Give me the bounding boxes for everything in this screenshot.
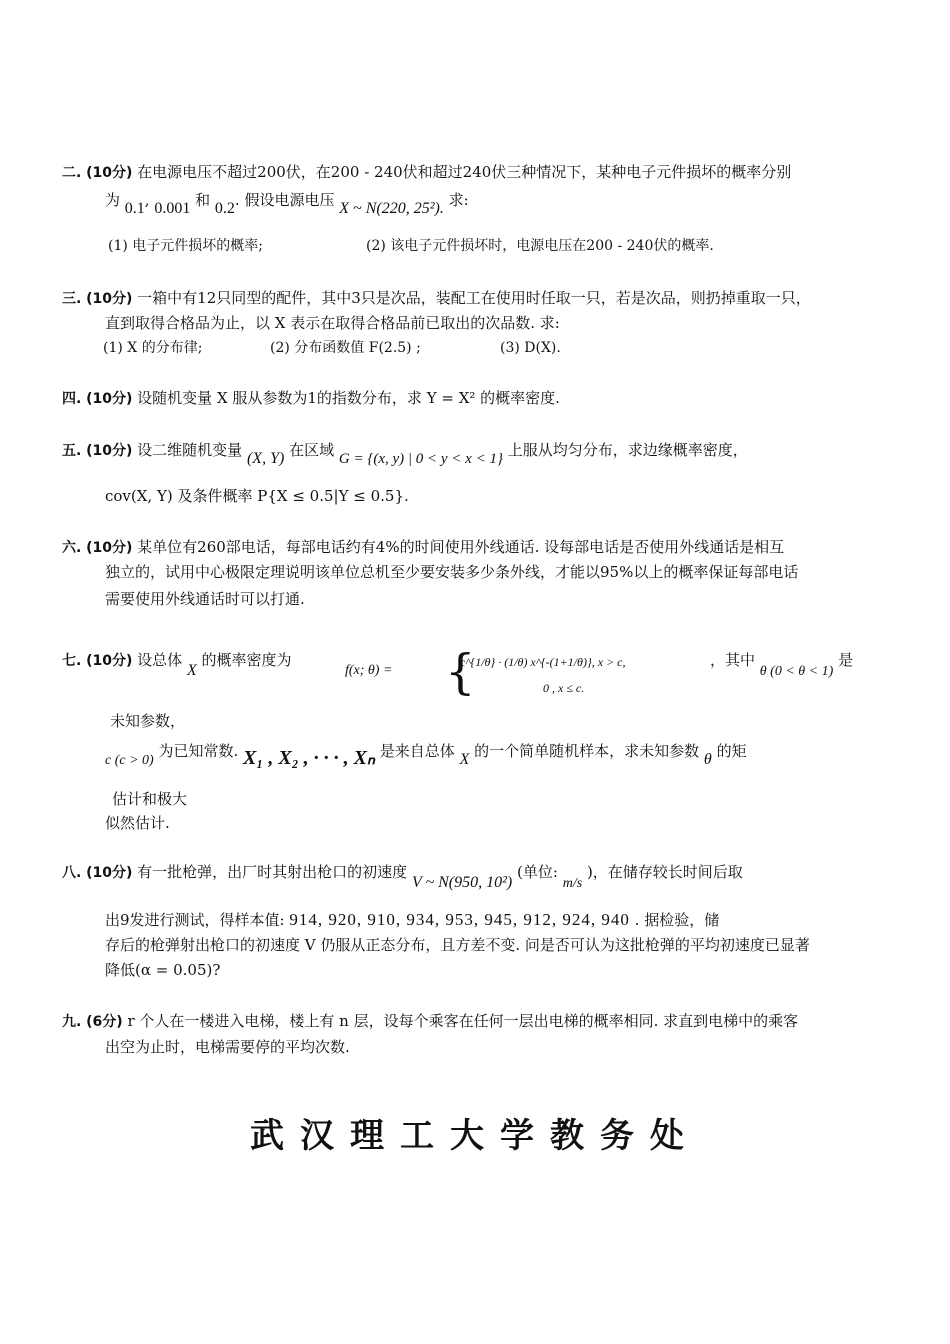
q7-text-1b: 的概率密度为: [201, 651, 292, 669]
q7-c: c (c > 0): [105, 753, 154, 768]
q7-text-1c: ，其中: [710, 651, 756, 669]
q9-line1: [62, 1011, 798, 1032]
q5-region: G = {(x, y) | 0 < y < x < 1}: [338, 451, 503, 467]
q3-text-1: 一箱中有12只同型的配件，其中3只是次品，装配工在使用时任取一只，若是次品，则扔掉重取一只，: [137, 289, 811, 307]
q7-text-3c: 的一个简单随机样本，求未知参数: [474, 742, 700, 760]
q2-distribution: X ~ N(220, 25²).: [339, 200, 444, 217]
q5-line1: [62, 440, 748, 467]
q5-text-1b: 在区域: [289, 441, 335, 459]
q7-line2: 未知参数，: [110, 712, 186, 730]
q2-sub1: (1) 电子元件损坏的概率;: [108, 238, 263, 254]
q2-sub2: (2) 该电子元件损坏时，电源电压在200 - 240伏的概率.: [366, 238, 714, 254]
brace: {: [445, 644, 476, 700]
q2-and: 和: [195, 191, 211, 209]
q6-line3: 需要使用外线通话时可以打通.: [105, 590, 305, 608]
q2-line1: [62, 162, 791, 183]
q2-line2: 为 0.1, 0.001 和 0.2. 假设电源电压 X ~ N(220, 25²). 求:: [105, 191, 469, 217]
q2-p2: 0.001: [154, 200, 191, 217]
q7-sample: X₁ , X₂ , · · · , Xₙ: [243, 747, 375, 769]
q2-text-1: 在电源电压不超过200伏，在200 - 240伏和超过240伏三种情况下，某种电子元件损坏的概率分别: [137, 163, 792, 181]
q7-case1: c^{1/θ} · (1/θ) x^{-(1+1/θ)}, x > c,: [460, 655, 626, 669]
q4-score: (10分): [86, 391, 133, 407]
q7-theta2: θ: [703, 751, 712, 768]
q8-distribution: V ~ N(950, 10²): [411, 874, 513, 891]
q6-score: (10分): [86, 540, 133, 556]
q5-text-1a: 设二维随机变量: [137, 441, 243, 459]
q5-line2: cov(X, Y) 及条件概率 P{X ≤ 0.5|Y ≤ 0.5}.: [105, 487, 409, 505]
q7-f: f(x; θ) =: [345, 663, 393, 678]
q2-ask: 求:: [448, 191, 469, 209]
q7-line1-right: [710, 650, 854, 679]
q7-X2: X: [459, 751, 470, 768]
q7-score: (10分): [86, 653, 133, 669]
q5-number: 五.: [62, 443, 82, 459]
q4-number: 四.: [62, 391, 82, 407]
q2-text-2a: 为: [105, 191, 121, 209]
q7-case2: 0 , x ≤ c.: [543, 681, 585, 695]
issuer-footer: 武汉理工大学教务处: [250, 1116, 700, 1156]
q9-score: (6分): [86, 1014, 123, 1030]
q8-line1: [62, 862, 743, 891]
q8-line4: 降低(α = 0.05)?: [105, 961, 221, 979]
q2-score: (10分): [86, 165, 133, 181]
q8-text-2a: 出9发进行测试，得样本值:: [105, 911, 285, 929]
q8-number: 八.: [62, 865, 82, 881]
q4-text-1: 设随机变量 X 服从参数为1的指数分布，求 Y = X² 的概率密度.: [137, 389, 560, 407]
q6-text-1: 某单位有260部电话，每部电话约有4%的时间使用外线通话. 设每部电话是否使用外线通话是相互: [137, 538, 785, 556]
q8-score: (10分): [86, 865, 133, 881]
q7-line4: 估计和极大: [112, 790, 188, 808]
q3-number: 三.: [62, 291, 82, 307]
q6-line2: 独立的，试用中心极限定理说明该单位总机至少要安装多少条外线，才能以95%以上的概率保证每部电话: [105, 563, 799, 581]
q7-text-3b: 是来自总体: [379, 742, 455, 760]
q8-text-1a: 有一批枪弹，出厂时其射出枪口的初速度: [137, 863, 408, 881]
q6-line1: [62, 537, 784, 558]
q8-line3: 存后的枪弹射出枪口的初速度 V 仍服从正态分布，且方差不变. 问是否可认为这批枪弹的平均初速度已显著: [105, 936, 810, 954]
q8-text-2b: . 据检验，储: [634, 911, 720, 929]
q7-number: 七.: [62, 653, 82, 669]
q3-sub3: (3) D(X).: [500, 340, 561, 356]
q8-values: 914, 920, 910, 934, 953, 945, 912, 924, 940: [289, 910, 630, 929]
q3-sub1: (1) X 的分布律;: [103, 340, 203, 356]
q7-text-3a: 为已知常数.: [158, 742, 239, 760]
q9-text-1: r 个人在一楼进入电梯，楼上有 n 层，设每个乘客在任何一层出电梯的概率相同. 求直到电梯中的乘客: [127, 1012, 799, 1030]
q8-text-1b: )，在储存较长时间后取: [586, 863, 743, 881]
q6-number: 六.: [62, 540, 82, 556]
q2-number: 二.: [62, 165, 82, 181]
q3-line2: 直到取得合格品为止，以 X 表示在取得合格品前已取出的次品数. 求:: [105, 314, 560, 332]
q7-line5: 似然估计.: [105, 814, 170, 832]
q8-line2: [105, 910, 719, 930]
q2-text-2b: 假设电源电压: [244, 191, 335, 209]
q2-p1: 0.1: [124, 200, 145, 217]
q7-text-1d: 是: [838, 651, 854, 669]
q9-number: 九.: [62, 1014, 82, 1030]
q7-text-1a: 设总体: [137, 651, 183, 669]
q9-line2: 出空为止时，电梯需要停的平均次数.: [105, 1038, 350, 1056]
q2-p3: 0.2: [214, 200, 235, 217]
q7-X: X: [186, 662, 197, 679]
q5-text-1c: 上服从均匀分布，求边缘概率密度，: [507, 441, 748, 459]
q8-unit: (单位:: [517, 863, 558, 881]
q5-xy: (X, Y): [246, 450, 285, 467]
q8-ms: m/s: [562, 876, 583, 891]
q3-line1: [62, 288, 811, 309]
q7-line1: [62, 650, 292, 679]
q7-line3: [105, 740, 747, 769]
q5-score: (10分): [86, 443, 133, 459]
q3-sub2: (2) 分布函数值 F(2.5) ;: [270, 340, 421, 356]
q3-score: (10分): [86, 291, 133, 307]
q4-line1: [62, 388, 560, 409]
q7-text-3d: 的矩: [716, 742, 747, 760]
q7-theta: θ (0 < θ < 1): [759, 664, 834, 679]
